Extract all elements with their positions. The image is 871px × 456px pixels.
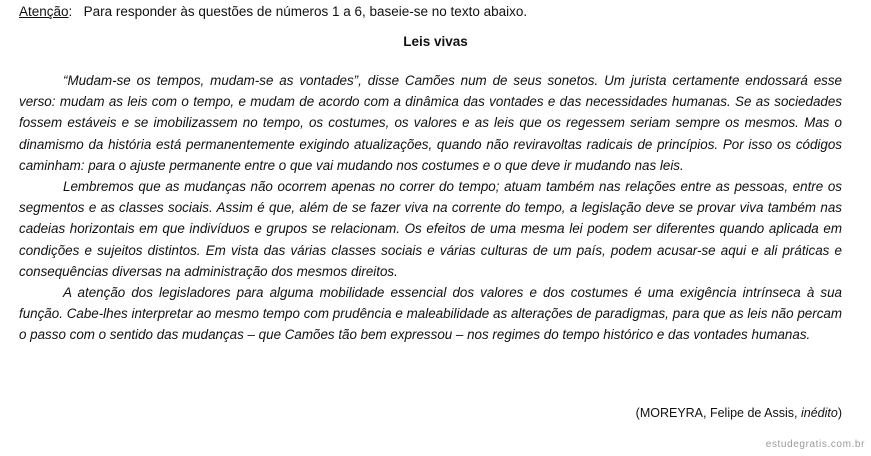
- citation-author: MOREYRA, Felipe de Assis,: [639, 406, 801, 420]
- paragraph-1: “Mudam-se os tempos, mudam-se as vontades”, disse Camões num de seus sonetos. Um jurista certamente endossará esse verso: mudam as leis com o tempo, e mudam de acordo com a dinâmica das vontades e das necessidades humanas. Se as sociedades fossem estáveis e se imobilizassem no tempo, os costumes, os valores e as leis que os regessem seriam sempre os mesmos. Mas o dinamismo da história está permanentemente exigindo atualizações, quando não reviravoltas radicais de princípios. Por isso os códigos caminham: para o ajuste permanente entre o que vai mudando nos costumes e o que deve ir mudando nas leis.: [19, 73, 842, 173]
- notice-text: Para responder às questões de números 1 a 6, baseie-se no texto abaixo.: [83, 4, 528, 19]
- text-title: Leis vivas: [403, 34, 468, 49]
- notice-separator: :: [68, 4, 73, 19]
- site-watermark: estudegratis.com.br: [765, 439, 865, 450]
- paragraph-2: Lembremos que as mudanças não ocorrem apenas no correr do tempo; atuam também nas relações entre as pessoas, entre os segmentos e as classes sociais. Assim é que, além de se fazer viva na corrente do tempo, a legislação deve se provar viva também nas cadeias horizontais em que indivíduos e grupos se relacionam. Os efeitos de uma mesma lei podem ser diferentes quando aplicada em condições e sujeitos distintos. Em vista das várias classes sociais e várias culturas de um país, podem acusar-se aqui e ali práticas e consequências diversas na administração dos mesmos direitos.: [19, 179, 842, 279]
- citation-open: (: [635, 406, 640, 420]
- citation-close: ): [837, 406, 842, 420]
- citation-status: inédito: [800, 406, 838, 420]
- notice-label: Atenção: [19, 4, 69, 19]
- instructions-notice: [19, 3, 527, 21]
- paragraph-3: A atenção dos legisladores para alguma mobilidade essencial dos valores e dos costumes é uma exigência intrínseca à sua função. Cabe-lhes interpretar ao mesmo tempo com prudência e maleabilidade as alterações de paradigmas, para que as leis não percam o passo com o sentido das mudanças – que Camões tão bem expressou – nos regimes do tempo histórico e das vontades humanas.: [19, 285, 842, 343]
- source-citation: [636, 405, 842, 421]
- text-body: [19, 70, 842, 346]
